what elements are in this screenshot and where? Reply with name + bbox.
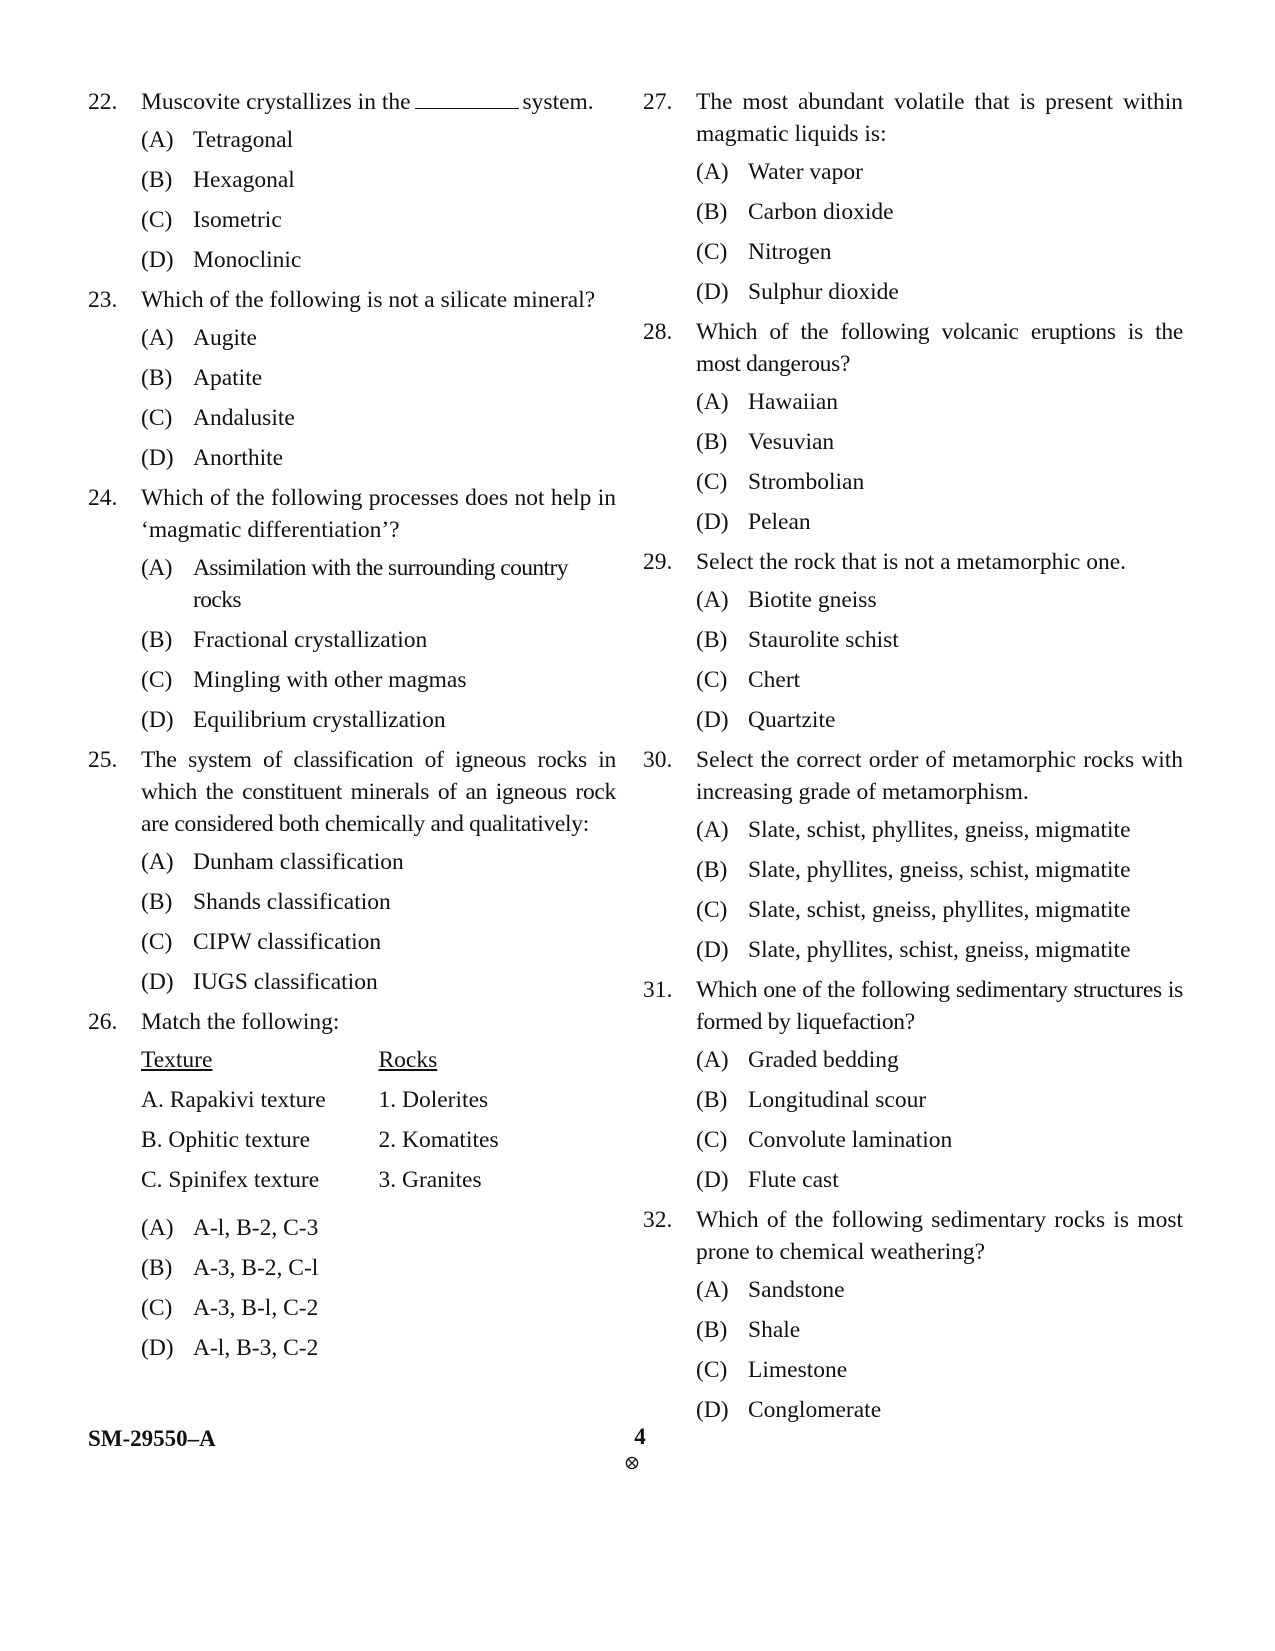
option-letter: (C)	[141, 1295, 173, 1321]
question-text: Select the correct order of metamorphic rocks with increasing grade of metamorphism.	[696, 747, 1183, 805]
option-b[interactable]	[141, 624, 616, 656]
option-text: Augite	[193, 325, 257, 351]
option-text: A-l, B-2, C-3	[193, 1215, 319, 1241]
option-text: Strombolian	[748, 469, 865, 495]
option-text: Carbon dioxide	[748, 199, 894, 225]
option-c[interactable]	[696, 236, 1183, 268]
rock-item: 3. Granites	[378, 1167, 482, 1193]
option-text: Water vapor	[748, 159, 863, 185]
option-d[interactable]	[141, 704, 616, 736]
option-b[interactable]	[141, 1252, 616, 1284]
option-a[interactable]	[141, 322, 616, 354]
option-letter: (A)	[696, 817, 729, 843]
option-d[interactable]	[141, 966, 616, 998]
option-letter: (D)	[141, 247, 174, 273]
option-letter: (A)	[141, 325, 174, 351]
option-a[interactable]	[696, 814, 1183, 846]
option-letter: (C)	[696, 469, 728, 495]
option-c[interactable]	[141, 664, 616, 696]
option-letter: (C)	[696, 897, 728, 923]
option-letter: (B)	[696, 627, 728, 653]
option-d[interactable]	[696, 506, 1183, 538]
page-number: 4	[634, 1424, 646, 1449]
option-text: Slate, schist, gneiss, phyllites, migmatite	[748, 897, 1131, 923]
option-letter: (A)	[141, 555, 172, 581]
option-letter: (C)	[141, 405, 173, 431]
question-text: Select the rock that is not a metamorphic one.	[696, 549, 1127, 575]
option-letter: (A)	[696, 1277, 729, 1303]
question-number: 30.	[643, 747, 673, 773]
option-letter: (B)	[141, 167, 173, 193]
rocks-column	[379, 1044, 617, 1204]
option-text: Sulphur dioxide	[748, 279, 899, 305]
option-text: Limestone	[748, 1357, 848, 1383]
question-31	[643, 974, 1183, 1196]
option-letter: (D)	[696, 509, 729, 535]
option-b[interactable]	[696, 624, 1183, 656]
question-number: 32.	[643, 1207, 673, 1233]
question-26	[88, 1006, 616, 1364]
option-letter: (D)	[141, 445, 174, 471]
option-text: Slate, phyllites, schist, gneiss, migmatite	[748, 937, 1131, 963]
option-letter: (A)	[696, 1047, 729, 1073]
option-text: Flute cast	[748, 1167, 839, 1193]
question-text: Which one of the following sedimentary structures is formed by liquefaction?	[696, 977, 1183, 1035]
option-text: Shands classification	[193, 889, 391, 915]
texture-header: Texture	[141, 1047, 213, 1073]
option-letter: (C)	[141, 207, 173, 233]
option-letter: (D)	[696, 1397, 729, 1423]
option-letter: (C)	[696, 1127, 728, 1153]
option-text: Monoclinic	[193, 247, 302, 273]
rocks-header: Rocks	[378, 1047, 438, 1073]
rock-item: 1. Dolerites	[378, 1087, 489, 1113]
option-letter: (A)	[141, 849, 174, 875]
option-b[interactable]	[696, 196, 1183, 228]
option-letter: (D)	[696, 1167, 729, 1193]
option-c[interactable]	[141, 926, 616, 958]
option-b[interactable]	[141, 886, 616, 918]
question-number: 31.	[643, 977, 673, 1003]
option-a[interactable]	[696, 156, 1183, 188]
question-number: 29.	[643, 549, 673, 575]
question-25	[88, 744, 616, 998]
option-d[interactable]	[141, 1332, 616, 1364]
question-30	[643, 744, 1183, 966]
fill-in-blank	[415, 86, 519, 109]
option-text: Slate, schist, phyllites, gneiss, migmatite	[748, 817, 1131, 843]
texture-column	[141, 1044, 379, 1204]
option-a[interactable]	[696, 1274, 1183, 1306]
question-number: 23.	[88, 287, 118, 313]
question-text-part: system.	[522, 89, 594, 115]
option-letter: (A)	[141, 1215, 174, 1241]
option-text: Tetragonal	[193, 127, 294, 153]
option-text: A-3, B-l, C-2	[193, 1295, 319, 1321]
question-24	[88, 482, 616, 736]
option-d[interactable]	[696, 276, 1183, 308]
option-text: Apatite	[193, 365, 263, 391]
question-number: 26.	[88, 1009, 118, 1035]
option-c[interactable]	[141, 1292, 616, 1324]
question-32	[643, 1204, 1183, 1426]
option-text: Dunham classification	[193, 849, 404, 875]
question-text: Which of the following is not a silicate mineral?	[141, 287, 596, 313]
option-letter: (B)	[696, 199, 728, 225]
option-letter: (D)	[696, 707, 729, 733]
option-letter: (B)	[696, 1317, 728, 1343]
option-text: Fractional crystallization	[193, 627, 428, 653]
option-a[interactable]	[696, 1044, 1183, 1076]
option-b[interactable]	[696, 1084, 1183, 1116]
option-letter: (A)	[696, 389, 729, 415]
option-text: Anorthite	[193, 445, 284, 471]
option-text: Graded bedding	[748, 1047, 899, 1073]
option-a[interactable]	[141, 1212, 616, 1244]
question-number: 25.	[88, 747, 118, 773]
option-letter: (B)	[696, 1087, 728, 1113]
option-b[interactable]	[141, 362, 616, 394]
option-d[interactable]	[696, 934, 1183, 966]
option-d[interactable]	[696, 704, 1183, 736]
option-text: Mingling with other magmas	[193, 667, 467, 693]
option-letter: (B)	[141, 365, 173, 391]
option-text: CIPW classification	[193, 929, 382, 955]
option-a[interactable]	[696, 386, 1183, 418]
option-b[interactable]	[696, 854, 1183, 886]
option-text: Vesuvian	[748, 429, 835, 455]
option-text: A-l, B-3, C-2	[193, 1335, 319, 1361]
question-number: 22.	[88, 89, 118, 115]
option-letter: (B)	[696, 857, 728, 883]
rock-item: 2. Komatites	[378, 1127, 499, 1153]
option-letter: (D)	[696, 937, 729, 963]
option-text: Quartzite	[748, 707, 836, 733]
option-text: Slate, phyllites, gneiss, schist, migmatite	[748, 857, 1131, 883]
question-text: Which of the following sedimentary rocks is most prone to chemical weathering?	[696, 1207, 1183, 1265]
option-a[interactable]	[696, 584, 1183, 616]
option-letter: (C)	[696, 239, 728, 265]
paper-code: SM-29550–A	[88, 1426, 216, 1451]
option-letter: (C)	[141, 667, 173, 693]
question-text: The most abundant volatile that is present within magmatic liquids is:	[696, 89, 1183, 147]
option-c[interactable]	[696, 466, 1183, 498]
texture-item: C. Spinifex texture	[141, 1167, 320, 1193]
option-letter: (B)	[141, 889, 173, 915]
option-letter: (A)	[141, 127, 174, 153]
question-28	[643, 316, 1183, 538]
question-23	[88, 284, 616, 474]
question-number: 24.	[88, 485, 118, 511]
option-text: A-3, B-2, C-l	[193, 1255, 319, 1281]
option-letter: (C)	[696, 667, 728, 693]
option-letter: (D)	[141, 969, 174, 995]
registration-mark-icon	[625, 1456, 639, 1470]
texture-item: B. Ophitic texture	[141, 1127, 311, 1153]
option-d[interactable]	[696, 1394, 1183, 1426]
option-text: IUGS classification	[193, 969, 378, 995]
option-text: Pelean	[748, 509, 811, 535]
match-table	[141, 1044, 616, 1204]
question-29	[643, 546, 1183, 736]
option-b[interactable]	[141, 164, 616, 196]
option-letter: (D)	[141, 1335, 174, 1361]
option-text: Staurolite schist	[748, 627, 899, 653]
question-22	[88, 86, 616, 276]
question-number: 27.	[643, 89, 673, 115]
option-letter: (B)	[696, 429, 728, 455]
question-text: Match the following:	[141, 1009, 340, 1035]
question-number: 28.	[643, 319, 673, 345]
option-c[interactable]	[141, 204, 616, 236]
option-c[interactable]	[696, 1124, 1183, 1156]
right-column	[643, 86, 1183, 1434]
option-b[interactable]	[696, 426, 1183, 458]
option-letter: (A)	[696, 159, 729, 185]
option-letter: (B)	[141, 627, 173, 653]
option-c[interactable]	[141, 402, 616, 434]
option-letter: (C)	[696, 1357, 728, 1383]
option-text: Hexagonal	[193, 167, 295, 193]
question-text: Which of the following processes does not help in ‘magmatic differentiation’?	[141, 485, 616, 543]
option-d[interactable]	[141, 244, 616, 276]
option-c[interactable]	[696, 894, 1183, 926]
option-text: Biotite gneiss	[748, 587, 877, 613]
option-text: Equilibrium crystallization	[193, 707, 446, 733]
option-d[interactable]	[696, 1164, 1183, 1196]
option-text: Assimilation with the surrounding country rocks	[193, 555, 568, 613]
option-b[interactable]	[696, 1314, 1183, 1346]
option-text: Convolute lamination	[748, 1127, 953, 1153]
option-text: Shale	[748, 1317, 801, 1343]
question-text	[141, 86, 616, 118]
option-text: Hawaiian	[748, 389, 839, 415]
option-a[interactable]	[141, 552, 616, 616]
option-a[interactable]	[141, 124, 616, 156]
texture-item: A. Rapakivi texture	[141, 1087, 326, 1113]
question-text: Which of the following volcanic eruptions is the most dangerous?	[696, 319, 1183, 377]
option-text: Chert	[748, 667, 801, 693]
option-text: Sandstone	[748, 1277, 845, 1303]
option-c[interactable]	[696, 1354, 1183, 1386]
option-text: Isometric	[193, 207, 282, 233]
option-text: Longitudinal scour	[748, 1087, 927, 1113]
option-letter: (A)	[696, 587, 729, 613]
question-27	[643, 86, 1183, 308]
option-letter: (D)	[141, 707, 174, 733]
left-column	[88, 86, 616, 1372]
option-c[interactable]	[696, 664, 1183, 696]
option-d[interactable]	[141, 442, 616, 474]
option-letter: (D)	[696, 279, 729, 305]
question-text: The system of classification of igneous rocks in which the constituent minerals of an igneous rock are considered both chemically and qualitatively:	[141, 747, 616, 837]
option-text: Conglomerate	[748, 1397, 882, 1423]
option-letter: (C)	[141, 929, 173, 955]
option-text: Nitrogen	[748, 239, 832, 265]
question-text-part: Muscovite crystallizes in the	[141, 89, 411, 115]
option-letter: (B)	[141, 1255, 173, 1281]
option-a[interactable]	[141, 846, 616, 878]
option-text: Andalusite	[193, 405, 295, 431]
